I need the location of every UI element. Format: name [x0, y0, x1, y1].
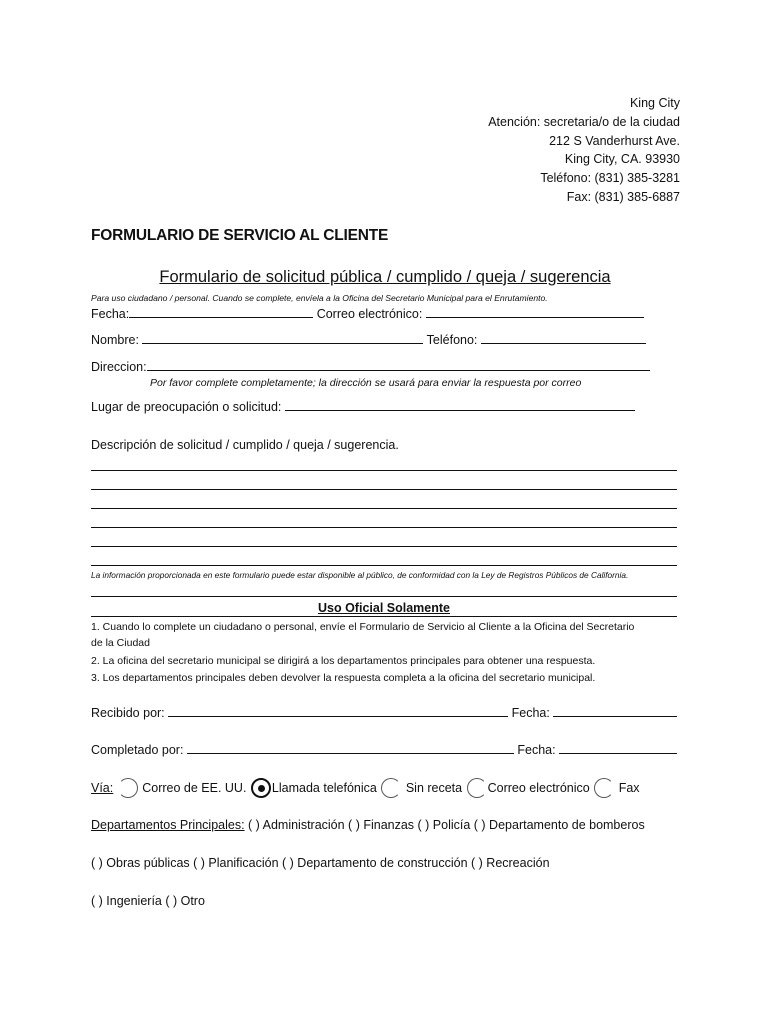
descripcion-line[interactable] [91, 470, 677, 471]
recibido-row [91, 706, 677, 720]
address-line: King City, CA. 93930 [564, 152, 680, 167]
address-block [488, 94, 680, 207]
address-line: 212 S Vanderhurst Ave. [549, 133, 680, 148]
via-option-label: Correo electrónico [487, 781, 590, 795]
direccion-input[interactable] [147, 360, 650, 371]
descripcion-line[interactable] [91, 527, 677, 528]
via-label: Vía: [91, 781, 114, 795]
nombre-row [91, 333, 646, 347]
form-subtitle: Formulario de solicitud pública / cumplido / queja / sugerencia [159, 268, 611, 286]
completado-input[interactable] [187, 743, 514, 754]
departamentos-options[interactable]: ( ) Administración ( ) Finanzas ( ) Policía ( ) Departamento de bomberos [248, 818, 645, 832]
official-step: 2. La oficina del secretario municipal se dirigirá a los departamentos principales para obtener una respuesta. [91, 655, 596, 667]
address-line: King City [629, 96, 680, 110]
departamentos-options[interactable]: ( ) Obras públicas ( ) Planificación ( ) Departamento de construcción ( ) Recreación [91, 856, 550, 870]
via-row [91, 778, 640, 798]
via-option-label: Fax [618, 781, 640, 795]
official-step: 1. Cuando lo complete un ciudadano o personal, envíe el Formulario de Servicio al Cliente a la Oficina del Secretario [91, 621, 635, 633]
recibido-label: Recibido por: [91, 706, 165, 720]
correo-input[interactable] [426, 307, 644, 318]
descripcion-line[interactable] [91, 489, 677, 490]
via-radio-sin-receta[interactable] [381, 778, 401, 798]
completado-fecha-label: Fecha: [517, 743, 556, 757]
telefono-label: Teléfono: [426, 333, 478, 347]
via-option-label: Llamada telefónica [271, 781, 377, 795]
direccion-label: Direccion: [91, 360, 147, 374]
address-line: Teléfono: (831) 385-3281 [540, 171, 680, 186]
lugar-input[interactable] [285, 400, 635, 411]
departamentos-row [91, 818, 645, 832]
via-option-label: Correo de EE. UU. [142, 781, 247, 795]
descripcion-label: Descripción de solicitud / cumplido / queja / sugerencia. [91, 438, 399, 452]
direccion-row [91, 360, 650, 374]
direccion-note: Por favor complete completamente; la dirección se usará para enviar la respuesta por correo [150, 377, 582, 389]
fecha-row [91, 307, 644, 321]
completado-label: Completado por: [91, 743, 184, 757]
via-option-label: Sin receta [405, 781, 463, 795]
via-radio-fax[interactable] [594, 778, 614, 798]
descripcion-line[interactable] [91, 508, 677, 509]
nombre-input[interactable] [142, 333, 423, 344]
departamentos-label: Departamentos Principales: [91, 818, 245, 832]
departamentos-options[interactable]: ( ) Ingeniería ( ) Otro [91, 894, 205, 908]
recibido-fecha-input[interactable] [553, 706, 677, 717]
completado-row [91, 743, 677, 757]
nombre-label: Nombre: [91, 333, 139, 347]
completado-fecha-input[interactable] [559, 743, 677, 754]
correo-label: Correo electrónico: [316, 307, 423, 321]
public-records-note: La información proporcionada en este formulario puede estar disponible al público, de conformidad con la Ley de Registros Públicos de California. [91, 570, 629, 580]
form-title: FORMULARIO DE SERVICIO AL CLIENTE [91, 227, 389, 244]
descripcion-line[interactable] [91, 565, 677, 566]
recibido-input[interactable] [168, 706, 508, 717]
via-radio-correo-electronico[interactable] [467, 778, 487, 798]
telefono-input[interactable] [481, 333, 646, 344]
form-instruction: Para uso ciudadano / personal. Cuando se complete, envíela a la Oficina del Secretario Municipal para el Enrutamiento. [91, 293, 548, 303]
fecha-label: Fecha: [91, 307, 130, 321]
lugar-row [91, 400, 635, 414]
via-radio-correo[interactable] [118, 778, 138, 798]
descripcion-line[interactable] [91, 546, 677, 547]
fecha-input[interactable] [129, 307, 313, 318]
lugar-label: Lugar de preocupación o solicitud: [91, 400, 282, 414]
official-use-heading [91, 601, 677, 617]
official-use-title: Uso Oficial Solamente [318, 601, 450, 615]
address-line: Atención: secretaria/o de la ciudad [488, 114, 680, 129]
official-step: de la Ciudad [91, 637, 150, 649]
recibido-fecha-label: Fecha: [511, 706, 550, 720]
official-step: 3. Los departamentos principales deben devolver la respuesta completa a la oficina del secretario municipal. [91, 672, 596, 684]
divider-line [91, 596, 677, 597]
via-radio-llamada[interactable] [251, 778, 271, 798]
address-line: Fax: (831) 385-6887 [566, 189, 680, 204]
